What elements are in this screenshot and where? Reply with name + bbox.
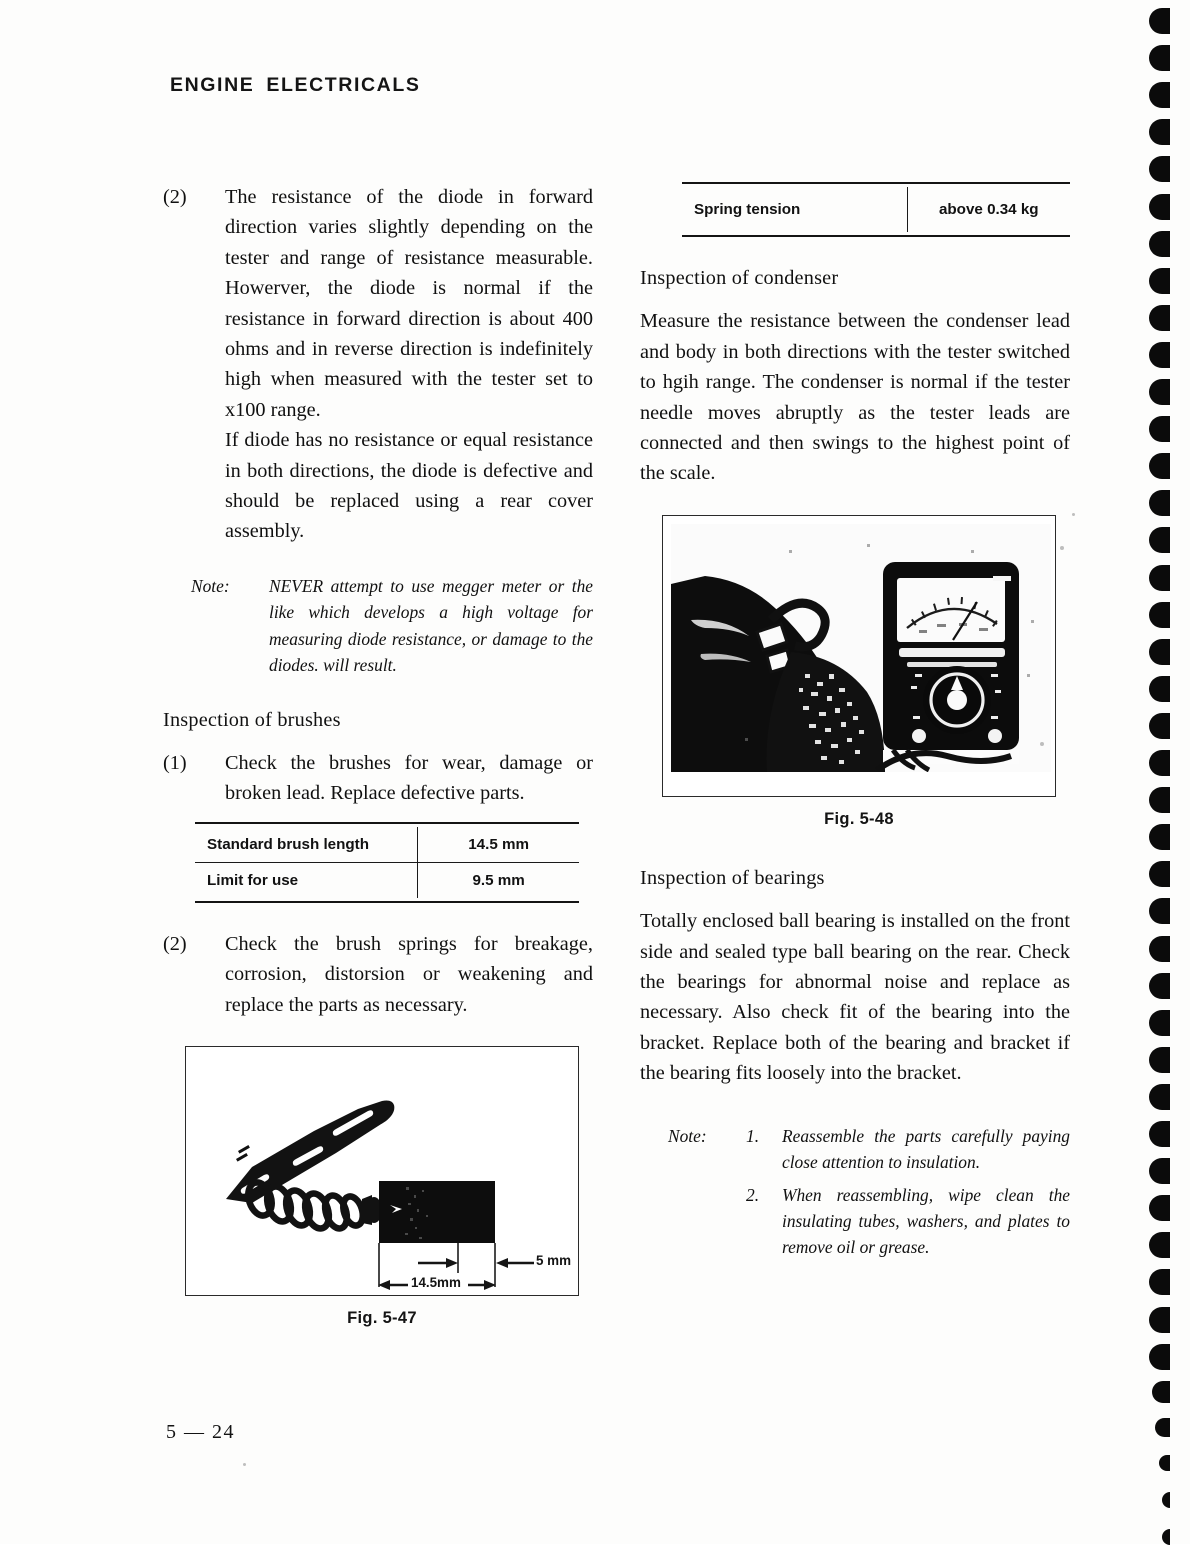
dimension-label-brush-length: 14.5mm xyxy=(411,1274,461,1290)
note-text: When reassembling, wipe clean the insulating tubes, washers, and plates to remove oil or grease. xyxy=(782,1184,1070,1258)
binding-hole xyxy=(1149,639,1170,665)
binding-hole xyxy=(1149,194,1170,220)
spring-tension-table xyxy=(682,187,1070,232)
list-marker: (1) xyxy=(163,751,187,774)
binding-hole xyxy=(1149,1344,1170,1370)
list-item-diode-resistance xyxy=(163,182,593,547)
list-marker: (2) xyxy=(163,186,187,208)
note-item xyxy=(668,1182,1070,1261)
note-block-megger xyxy=(163,573,593,679)
binding-hole xyxy=(1149,156,1170,182)
binding-hole xyxy=(1149,268,1170,294)
page-header: ENGINE ELECTRICALS xyxy=(170,74,421,96)
binding-hole xyxy=(1149,305,1170,331)
note-number: 1. xyxy=(746,1125,760,1146)
table-cell-value: above 0.34 kg xyxy=(907,187,1070,232)
binding-hole xyxy=(1162,1492,1170,1508)
binding-hole xyxy=(1149,787,1170,813)
binding-hole xyxy=(1149,231,1170,257)
binding-hole xyxy=(1149,1047,1170,1073)
list-marker: (2) xyxy=(163,932,187,955)
figure-caption-5-48: Fig. 5-48 xyxy=(824,809,894,828)
paragraph-diode-forward: The resistance of the diode in forward direction varies slightly depending on the tester and range of resistance measurable. Howerver, the diode is normal if the resistance in forward direction is about 400 ohms and in reverse direction is indefinitely high when measured with the tester set to x100 range. xyxy=(225,186,593,421)
paragraph-check-springs: Check the brush springs for breakage, corrosion, distorsion or weakening and replace the parts as necessary. xyxy=(225,932,593,1016)
binding-hole xyxy=(1149,342,1170,368)
figure-5-47-image xyxy=(185,1046,579,1296)
table-cell-label: Limit for use xyxy=(195,862,418,898)
binding-hole xyxy=(1149,824,1170,850)
scan-speck xyxy=(243,1463,246,1466)
note-number: 2. xyxy=(746,1184,760,1205)
spring-tension-table-frame xyxy=(682,182,1070,237)
table-row xyxy=(195,862,579,898)
figure-5-48-image xyxy=(662,515,1056,797)
brush-spring-drawing xyxy=(186,1047,579,1293)
spiral-binding-holes xyxy=(1130,0,1190,1544)
binding-hole xyxy=(1149,898,1170,924)
table-cell-value: 9.5 mm xyxy=(418,862,579,898)
binding-hole xyxy=(1162,1529,1170,1545)
binding-hole xyxy=(1155,1418,1170,1437)
brush-length-table-frame xyxy=(195,822,579,903)
binding-hole xyxy=(1149,379,1170,405)
right-text-column xyxy=(640,182,1070,1261)
binding-hole xyxy=(1149,1158,1170,1184)
note-block-reassembly xyxy=(640,1123,1070,1261)
binding-hole xyxy=(1159,1455,1170,1471)
binding-hole xyxy=(1149,1084,1170,1110)
table-row xyxy=(682,187,1070,232)
section-heading-condenser: Inspection of condenser xyxy=(640,267,839,289)
list-item-check-springs xyxy=(163,929,593,1020)
paragraph-check-brushes: Check the brushes for wear, damage or broken lead. Replace defective parts. xyxy=(225,751,593,805)
binding-hole xyxy=(1149,490,1170,516)
binding-hole xyxy=(1149,936,1170,962)
scan-speck xyxy=(1060,546,1064,550)
brush-length-table xyxy=(195,827,579,898)
table-cell-label: Standard brush length xyxy=(207,835,370,853)
page-number: 5 — 24 xyxy=(166,1421,235,1443)
binding-hole xyxy=(1149,416,1170,442)
scan-speck xyxy=(1072,513,1075,516)
section-heading-bearings: Inspection of bearings xyxy=(640,866,825,889)
binding-hole xyxy=(1149,453,1170,479)
figure-caption-5-47: Fig. 5-47 xyxy=(347,1308,417,1327)
binding-hole xyxy=(1149,602,1170,628)
binding-hole xyxy=(1149,119,1170,145)
paragraph-diode-defective: If diode has no resistance or equal resistance in both directions, the diode is defective and should be replaced using a rear cover assembly. xyxy=(225,429,593,543)
note-text: NEVER attempt to use megger meter or the like which develops a high voltage for measuring diode resistance, or damage to the diodes. will result. xyxy=(269,575,593,676)
binding-hole xyxy=(1149,1307,1170,1333)
table-cell-label: Spring tension xyxy=(694,201,801,218)
condenser-test-photo xyxy=(671,524,1051,772)
binding-hole xyxy=(1149,676,1170,702)
table-cell-value: 14.5 mm xyxy=(418,827,579,863)
note-item xyxy=(668,1123,1070,1176)
binding-hole xyxy=(1149,750,1170,776)
binding-hole xyxy=(1149,973,1170,999)
binding-hole xyxy=(1149,1232,1170,1258)
binding-hole xyxy=(1149,1010,1170,1036)
binding-hole xyxy=(1149,8,1170,34)
binding-hole xyxy=(1149,565,1170,591)
left-text-column xyxy=(163,182,593,1328)
table-row xyxy=(195,827,579,863)
scan-speck xyxy=(1040,742,1044,746)
dimension-label-brush-wear: 5 mm xyxy=(536,1252,571,1268)
section-heading-brushes: Inspection of brushes xyxy=(163,708,341,731)
note-text: Reassemble the parts carefully paying close attention to insulation. xyxy=(782,1125,1070,1173)
note-label: Note: xyxy=(191,575,230,596)
paragraph-bearings: Totally enclosed ball bearing is installed on the front side and sealed type ball bearing on the rear. Check the bearings for abnormal noise and replace as necessary. Also check fit of the bearing into the bracket. Replace both of the bearing and bracket if the bearing fits loosely into the bracket. xyxy=(640,910,1070,1085)
binding-hole xyxy=(1149,713,1170,739)
paragraph-condenser-measure: Measure the resistance between the condenser lead and body in both directions with the tester switched to hgih range. The condenser is normal if the tester needle moves abruptly as the tester leads are connected and then swings to the highest point of the scale. xyxy=(640,310,1070,485)
binding-hole xyxy=(1149,861,1170,887)
note-label: Note: xyxy=(668,1125,707,1146)
binding-hole xyxy=(1149,1195,1170,1221)
binding-hole xyxy=(1149,1121,1170,1147)
binding-hole xyxy=(1149,527,1170,553)
binding-hole xyxy=(1149,45,1170,71)
binding-hole xyxy=(1149,82,1170,108)
list-item-check-brushes xyxy=(163,748,593,809)
binding-hole xyxy=(1149,1269,1170,1295)
binding-hole xyxy=(1152,1381,1170,1403)
